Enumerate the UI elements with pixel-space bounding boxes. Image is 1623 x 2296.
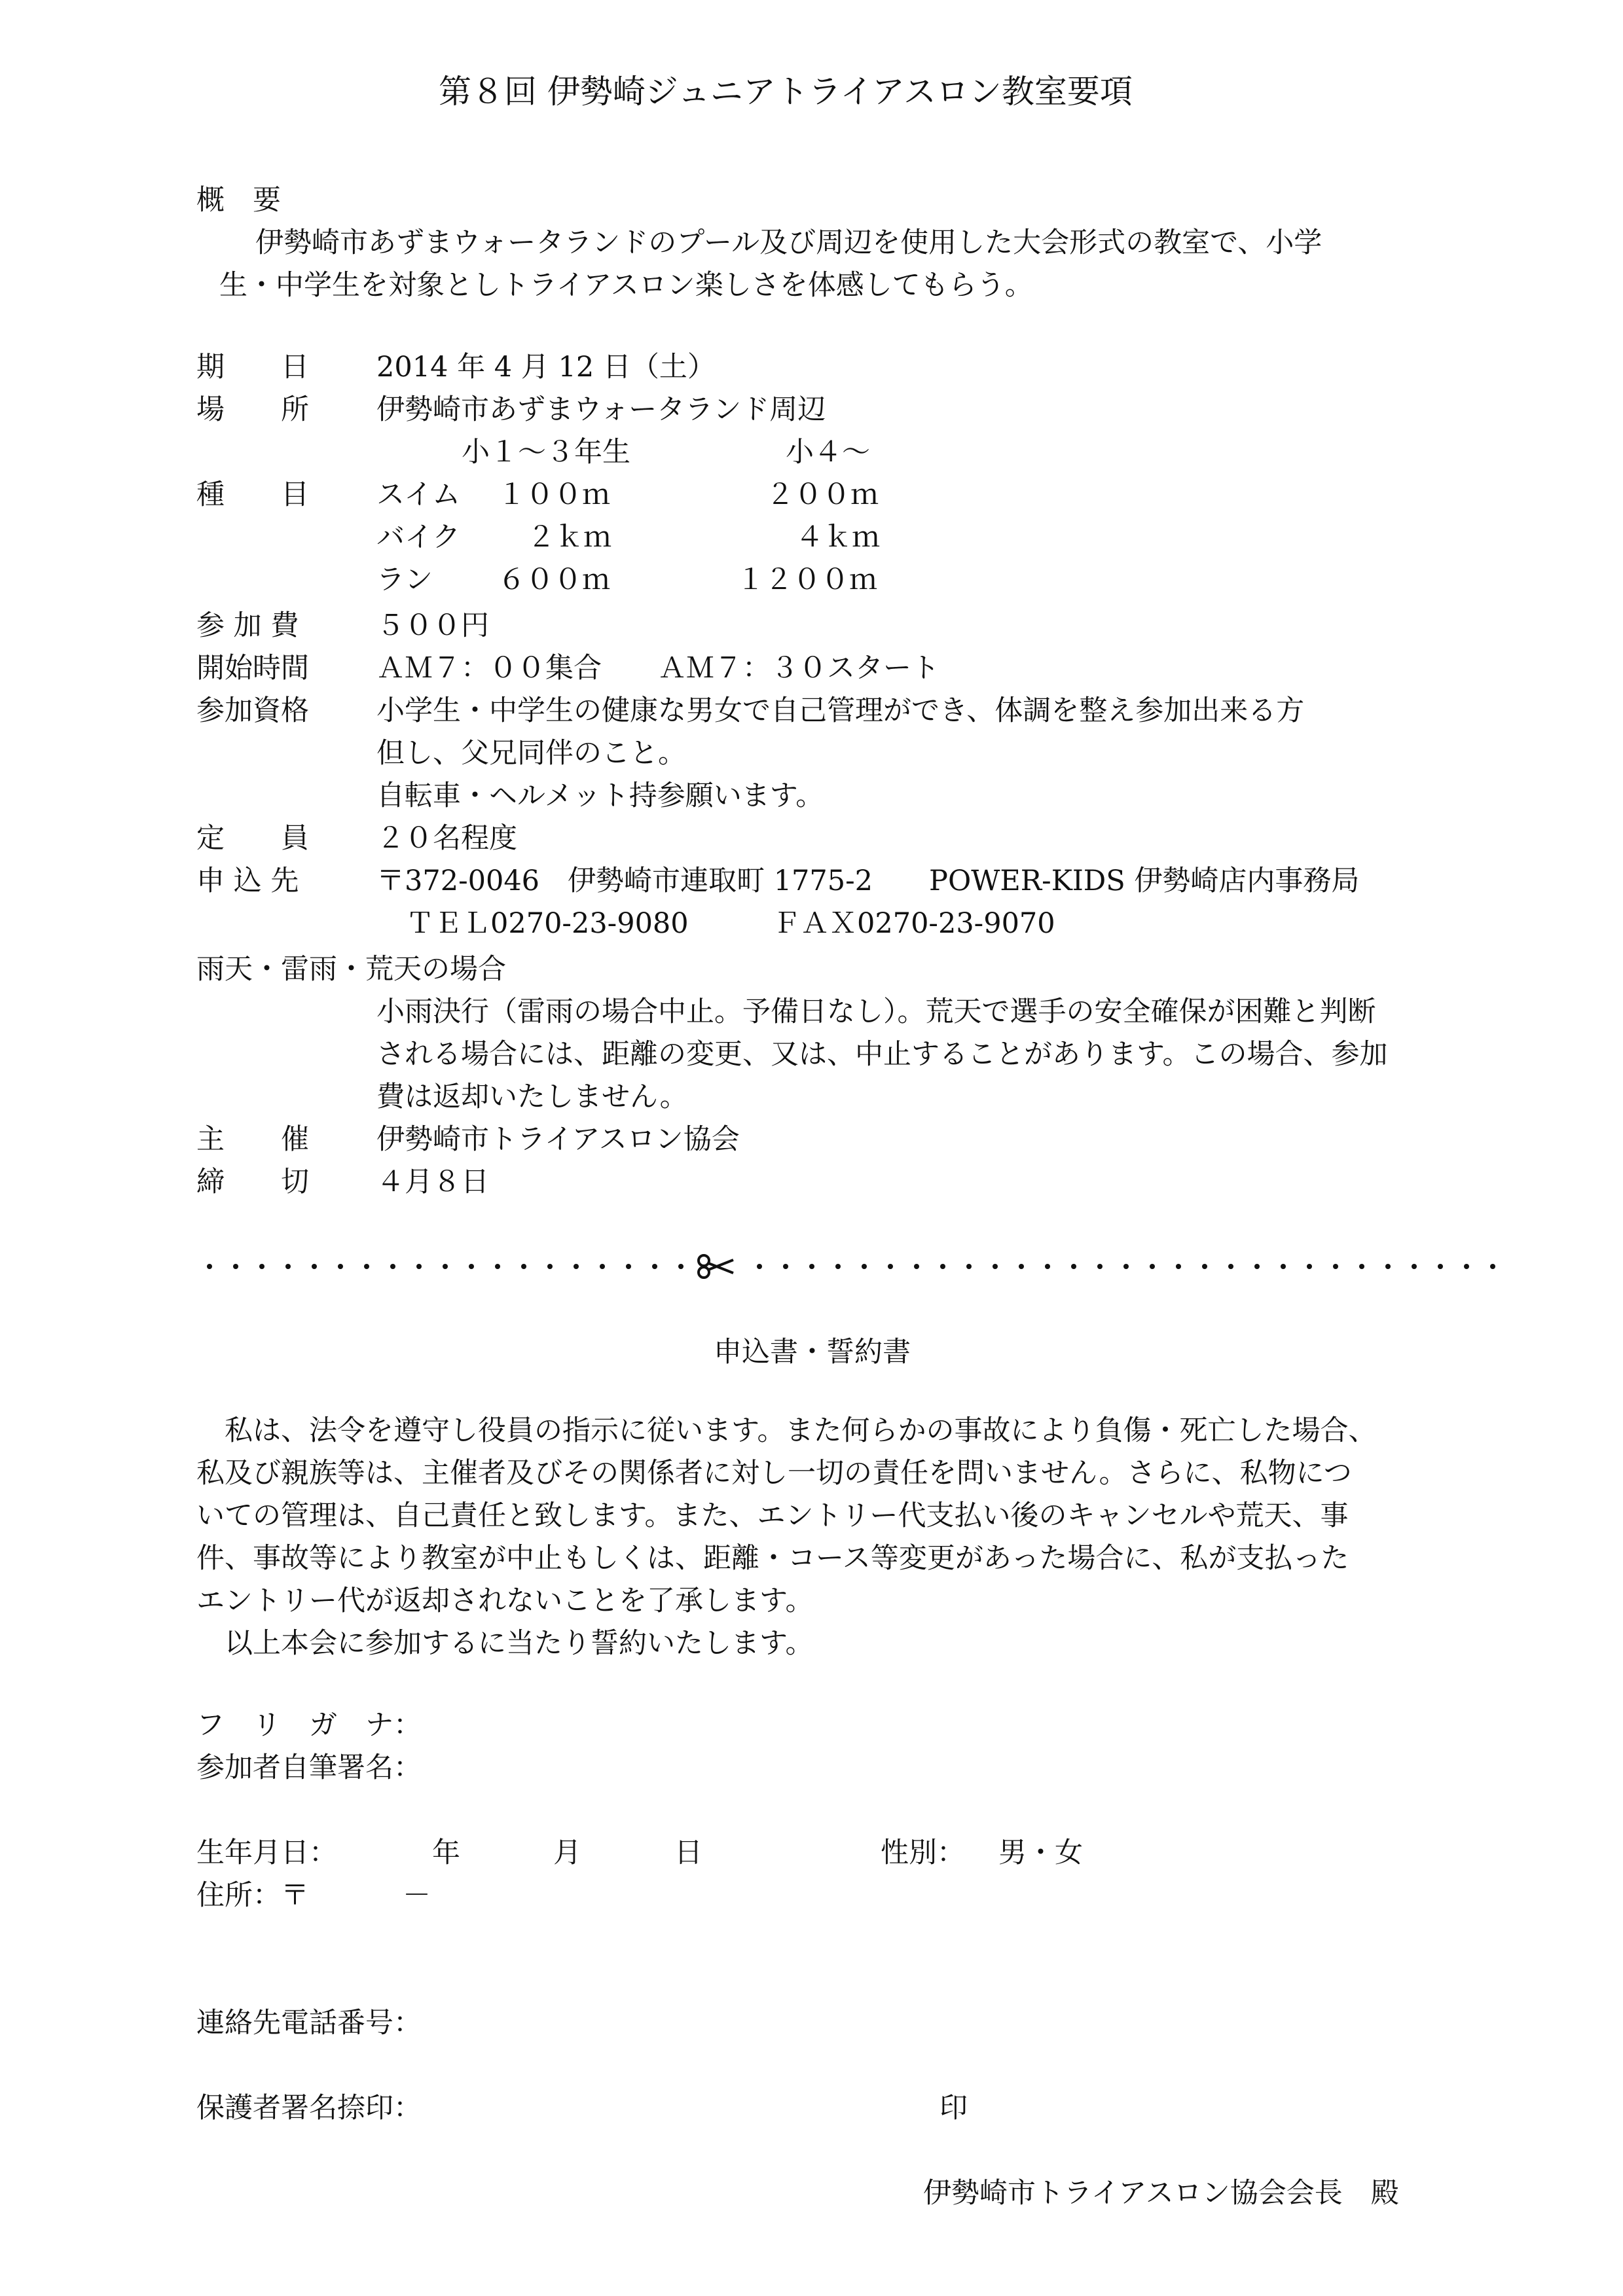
- apply-tel: ＴＥＬ0270-23-9080: [406, 907, 689, 940]
- addressee: 伊勢崎市トライアスロン協会会長 殿: [923, 2177, 1399, 2210]
- overview-text-line1: 伊勢崎市あずまウォータランドのプール及び周辺を使用した大会形式の教室で、小学: [255, 226, 1322, 259]
- grade-upper-header: 小４～: [786, 436, 870, 469]
- apply-fax: ＦＡＸ0270-23-9070: [773, 907, 1055, 940]
- apply-label: 申 込 先: [196, 865, 299, 897]
- eligibility-line1: 小学生・中学生の健康な男女で自己管理ができ、体調を整え参加出来る方: [376, 694, 1305, 727]
- event-swim-upper: ２００ｍ: [766, 478, 879, 511]
- deadline-label: 締 切: [196, 1166, 309, 1198]
- weather-line3: 費は返却いたしません。: [376, 1081, 688, 1113]
- birth-month-label: 月: [553, 1837, 581, 1869]
- event-swim-lower: １００ｍ: [498, 478, 610, 511]
- start-time-label: 開始時間: [196, 652, 309, 685]
- address-label: 住所：〒: [196, 1879, 309, 1912]
- birthdate-label: 生年月日：: [196, 1837, 337, 1869]
- gender-label: 性別：: [881, 1837, 965, 1869]
- address-postal-dash: －: [403, 1879, 431, 1912]
- fee-label: 参 加 費: [196, 609, 299, 642]
- fee-value: ５００円: [376, 609, 489, 642]
- date-label: 期 日: [196, 351, 309, 384]
- grade-lower-header: 小１～３年生: [462, 436, 630, 469]
- date-value: 2014 年 4 月 12 日（土）: [376, 351, 716, 384]
- eligibility-line2: 但し、父兄同伴のこと。: [376, 737, 686, 770]
- pledge-line5: エントリー代が返却されないことを了承します。: [196, 1585, 814, 1617]
- event-bike-upper: ４ｋｍ: [795, 521, 880, 554]
- weather-line1: 小雨決行（雷雨の場合中止。予備日なし）。荒天で選手の安全確保が困難と判断: [376, 996, 1376, 1028]
- guardian-signature-label: 保護者署名捺印：: [196, 2092, 422, 2125]
- organizer-value: 伊勢崎市トライアスロン協会: [376, 1123, 740, 1156]
- eligibility-line3: 自転車・ヘルメット持参願います。: [376, 780, 824, 812]
- event-run-upper: １２００ｍ: [737, 564, 877, 596]
- pledge-line4: 件、事故等により教室が中止もしくは、距離・コース等変更があった場合に、私が支払った: [196, 1542, 1349, 1575]
- pledge-line3: いての管理は、自己責任と致します。また、エントリー代支払い後のキャンセルや荒天、事: [196, 1499, 1349, 1532]
- furigana-label: フ リ ガ ナ：: [196, 1709, 422, 1742]
- birth-day-label: 日: [674, 1837, 702, 1869]
- organizer-label: 主 催: [196, 1123, 309, 1156]
- event-swim-name: スイム: [376, 478, 461, 511]
- place-label: 場 所: [196, 393, 309, 426]
- weather-label: 雨天・雷雨・荒天の場合: [196, 953, 506, 986]
- cut-line: [196, 1253, 1499, 1280]
- events-label: 種 目: [196, 478, 309, 511]
- weather-line2: される場合には、距離の変更、又は、中止することがあります。この場合、参加: [376, 1038, 1388, 1071]
- event-run-lower: ６００ｍ: [498, 564, 610, 596]
- overview-text-line2: 生・中学生を対象としトライアスロン楽しさを体感してもらう。: [219, 269, 1033, 302]
- scissors-icon: [699, 1255, 733, 1278]
- pledge-line2: 私及び親族等は、主催者及びその関係者に対し一切の責任を問いません。さらに、私物につ: [196, 1457, 1352, 1490]
- event-bike-lower: ２ｋｍ: [527, 521, 611, 554]
- event-run-name: ラン: [376, 564, 433, 596]
- phone-label: 連絡先電話番号：: [196, 2007, 422, 2039]
- capacity-label: 定 員: [196, 822, 309, 855]
- start-time-value: ＡＭ７：００集合 ＡＭ７：３０スタート: [376, 652, 939, 685]
- apply-address: 〒372-0046 伊勢崎市連取町 1775-2 POWER-KIDS 伊勢崎店内事務局: [376, 865, 1360, 897]
- eligibility-label: 参加資格: [196, 694, 309, 727]
- overview-heading: 概 要: [196, 184, 281, 217]
- pledge-line1: 私は、法令を遵守し役員の指示に従います。また何らかの事故により負傷・死亡した場合、: [196, 1414, 1377, 1447]
- page-title: 第８回 伊勢崎ジュニアトライアスロン教室要項: [439, 73, 1133, 111]
- signature-label: 参加者自筆署名：: [196, 1751, 422, 1784]
- form-heading: 申込書・誓約書: [714, 1336, 911, 1369]
- pledge-line6: 以上本会に参加するに当たり誓約いたします。: [196, 1627, 814, 1660]
- place-value: 伊勢崎市あずまウォータランド周辺: [376, 393, 826, 426]
- seal-mark: 印: [939, 2092, 968, 2125]
- capacity-value: ２０名程度: [376, 822, 517, 855]
- event-bike-name: バイク: [376, 521, 461, 554]
- deadline-value: ４月８日: [376, 1166, 489, 1198]
- birth-year-label: 年: [432, 1837, 460, 1869]
- gender-value: 男・女: [998, 1837, 1083, 1869]
